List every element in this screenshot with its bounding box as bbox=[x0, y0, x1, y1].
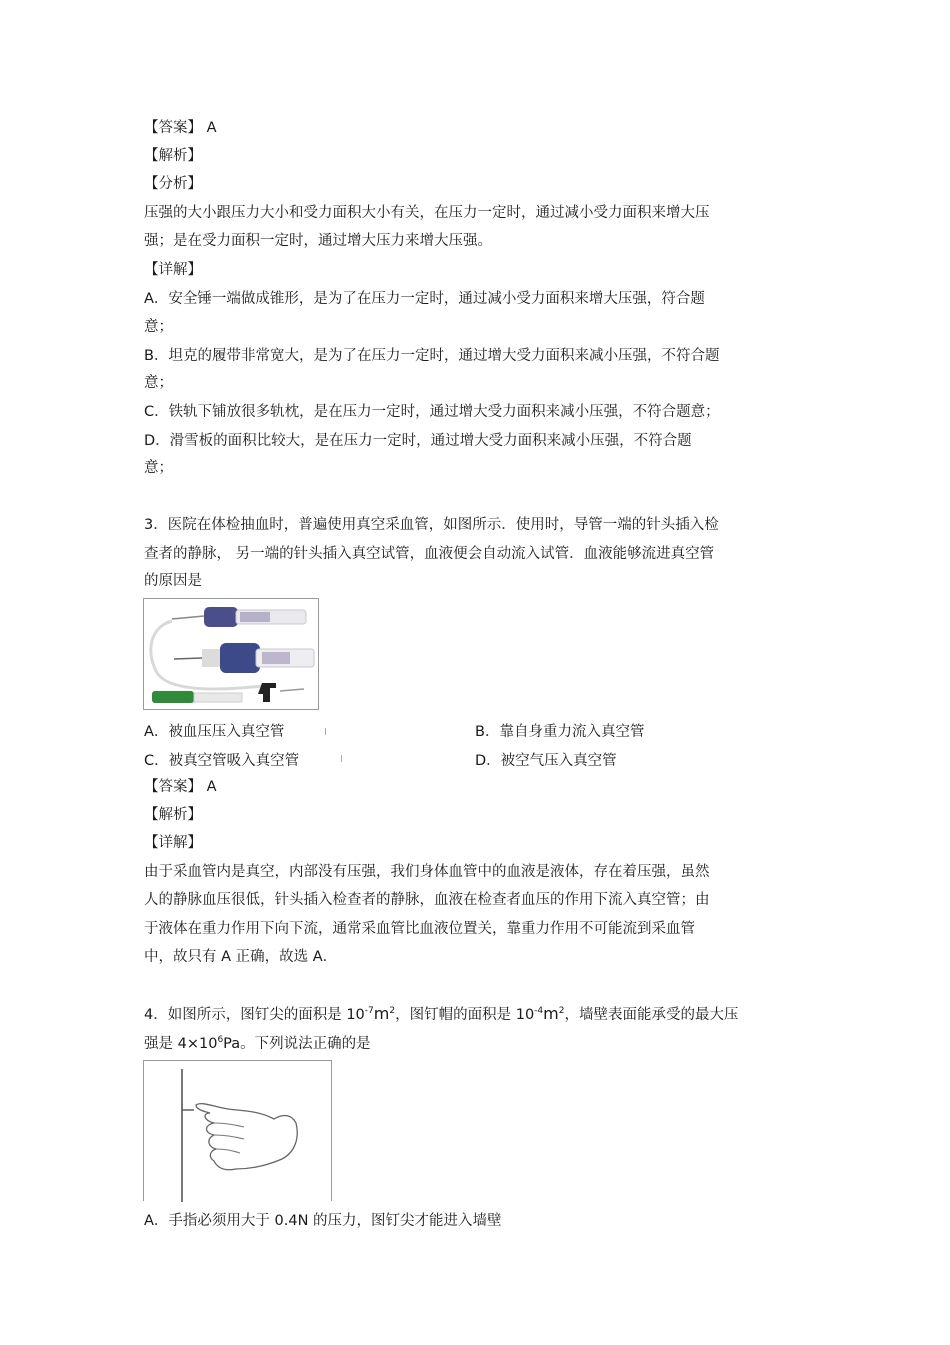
explanation-line: 人的静脉血压很低，针头插入检查者的静脉，血液在检查者血压的作用下流入真空管；由 bbox=[144, 892, 710, 908]
question-4-stem: 强是 $4\times 10^6Pa$。下列说法正确的是 bbox=[144, 1035, 371, 1052]
question-3-stem: 3．医院在体检抽血时，普遍使用真空采血管，如图所示．使用时，导管一端的针头插入检 bbox=[144, 517, 719, 533]
answer-label: 【答案】 A bbox=[144, 779, 217, 795]
fenxi-line: 强；是在受力面积一定时，通过增大压力来增大压强。 bbox=[144, 233, 492, 249]
detail-line: C．铁轨下铺放很多轨枕，是在压力一定时，通过增大受力面积来减小压强，不符合题意； bbox=[144, 404, 720, 420]
divider-mark bbox=[325, 728, 326, 735]
thumbtack-hand-figure bbox=[143, 1060, 332, 1201]
question-3-stem: 的原因是 bbox=[144, 573, 202, 589]
explanation-line: 于液体在重力作用下向下流，通常采血管比血液位置关，靠重力作用不可能流到采血管 bbox=[144, 921, 695, 937]
divider-mark bbox=[341, 755, 342, 762]
analysis-label: 【解析】 bbox=[144, 148, 202, 164]
detail-line: 意； bbox=[144, 375, 173, 391]
explanation-line: 中，故只有 A 正确，故选 A． bbox=[144, 949, 338, 965]
question-4-stem: 4．如图所示，图钉尖的面积是 $10^{-7}m^2$，图钉帽的面积是 $10^{-4}m^2$，墙壁表面能承受的最大压 bbox=[144, 1004, 739, 1023]
option-c[interactable]: C．被真空管吸入真空管 bbox=[144, 753, 300, 769]
detail-line: A．安全锤一端做成锥形，是为了在压力一定时，通过减小受力面积来增大压强，符合题 bbox=[144, 291, 705, 307]
option-a[interactable]: A．手指必须用大于 0.4N 的压力，图钉尖才能进入墙壁 bbox=[144, 1213, 502, 1229]
fenxi-label: 【分析】 bbox=[144, 176, 202, 192]
option-a[interactable]: A．被血压压入真空管 bbox=[144, 724, 285, 740]
option-d[interactable]: D．被空气压入真空管 bbox=[475, 753, 617, 769]
detail-line: D．滑雪板的面积比较大，是在压力一定时，通过增大受力面积来减小压强，不符合题 bbox=[144, 433, 692, 449]
fenxi-line: 压强的大小跟压力大小和受力面积大小有关，在压力一定时，通过减小受力面积来增大压 bbox=[144, 205, 710, 221]
detail-line: 意； bbox=[144, 319, 173, 335]
question-3-stem: 查者的静脉， 另一端的针头插入真空试管，血液便会自动流入试管．血液能够流进真空管 bbox=[144, 546, 715, 562]
analysis-label: 【解析】 bbox=[144, 807, 202, 823]
blood-collection-tube-figure bbox=[143, 598, 319, 710]
detail-line: 意； bbox=[144, 460, 173, 476]
detail-label: 【详解】 bbox=[144, 262, 202, 278]
explanation-line: 由于采血管内是真空，内部没有压强，我们身体血管中的血液是液体，存在着压强，虽然 bbox=[144, 864, 710, 880]
option-b[interactable]: B．靠自身重力流入真空管 bbox=[475, 724, 645, 740]
detail-label: 【详解】 bbox=[144, 835, 202, 851]
detail-line: B．坦克的履带非常宽大，是为了在压力一定时，通过增大受力面积来减小压强，不符合题 bbox=[144, 348, 720, 364]
answer-label: 【答案】 A bbox=[144, 120, 217, 136]
